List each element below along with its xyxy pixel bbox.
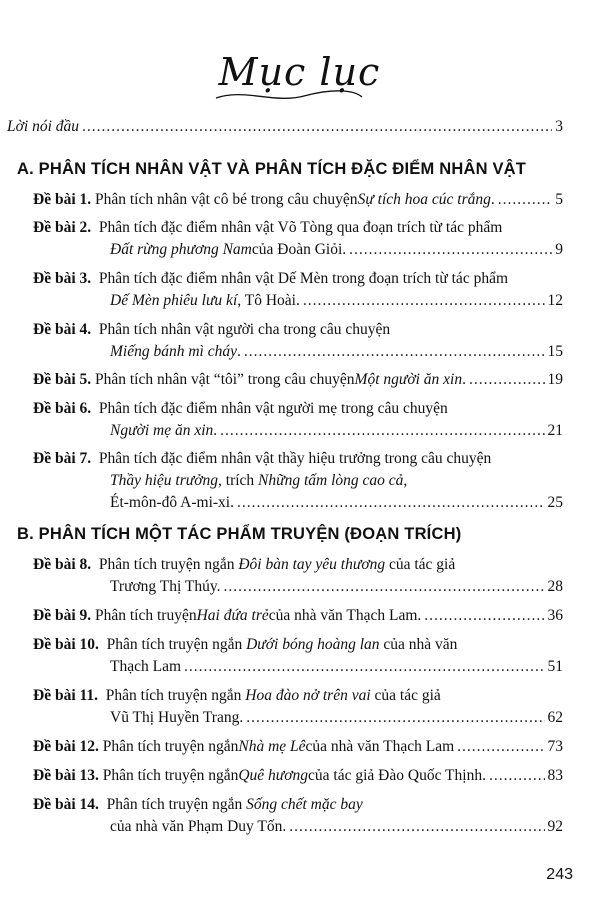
entry-label: Đề bài 1. [33,191,92,208]
toc-entry-7-cont2[interactable]: Ét-môn-đô A-mi-xi. ..... 25 [110,494,563,512]
dot-leader [246,709,544,727]
entry-label: Đề bài 6. [33,400,92,417]
toc-entry-2-cont[interactable]: Đất rừng phương Nam của Đoàn Giỏi. ..... 9 [110,241,563,259]
toc-entry-10-cont[interactable]: Thạch Lam ..... 51 [110,658,563,676]
toc-entry-6[interactable]: Đề bài 6. Phân tích đặc điểm nhân vật người mẹ trong câu chuyện [33,400,448,417]
entry-label: Đề bài 4. [33,321,92,338]
toc-entry-8[interactable]: Đề bài 8. Phân tích truyện ngắn Đôi bàn tay yêu thương của tác giả [33,556,456,573]
entry-label: Đề bài 2. [33,219,92,236]
page-ref: 25 [547,494,563,511]
page-title: Mục lục [0,50,599,94]
toc-entry-3[interactable]: Đề bài 3. Phân tích đặc điểm nhân vật Dế Mèn trong đoạn trích từ tác phẩm [33,270,509,287]
toc-entry-9[interactable]: Đề bài 9. Phân tích truyện Hai đứa trẻ của nhà văn Thạch Lam. ..... 36 [33,607,563,625]
entry-label: Đề bài 7. [33,450,92,467]
toc-entry-7[interactable]: Đề bài 7. Phân tích đặc điểm nhân vật thầy hiệu trưởng trong câu chuyện [33,450,492,467]
toc-entry-1[interactable]: Đề bài 1. Phân tích nhân vật cô bé trong câu chuyện Sự tích hoa cúc trắng . ..... 5 [33,191,563,209]
dot-leader [82,118,552,136]
dot-leader [184,658,544,676]
toc-entry-4-cont[interactable]: Miếng bánh mì cháy . ..... 15 [110,343,563,361]
entry-label: Đề bài 9. [33,607,92,624]
dot-leader [289,818,544,836]
dot-leader [237,494,545,512]
page-ref: 62 [547,709,563,726]
page-ref: 15 [547,343,563,360]
title-flourish [214,88,364,104]
toc-entry-2[interactable]: Đề bài 2. Phân tích đặc điểm nhân vật Võ Tòng qua đoạn trích từ tác phẩm [33,219,503,236]
page-ref: 5 [555,191,563,208]
toc-entry-13[interactable]: Đề bài 13. Phân tích truyện ngắn Quê hương của tác giả Đào Quốc Thịnh. ..... 83 [33,767,563,785]
dot-leader [489,767,545,785]
section-heading-b: B. PHÂN TÍCH MỘT TÁC PHẨM TRUYỆN (ĐOẠN TRÍCH) [17,525,462,543]
entry-label: Đề bài 3. [33,270,92,287]
dot-leader [223,578,544,596]
entry-label: Đề bài 8. [33,556,92,573]
dot-leader [457,738,544,756]
toc-entry-11[interactable]: Đề bài 11. Phân tích truyện ngắn Hoa đào nở trên vai của tác giả [33,687,441,704]
page-ref: 83 [547,767,563,784]
page-ref: 21 [547,422,563,439]
dot-leader [303,292,545,310]
toc-entry-5[interactable]: Đề bài 5. Phân tích nhân vật “tôi” trong câu chuyện Một người ăn xin . ..... 19 [33,371,563,389]
dot-leader [498,191,553,209]
entry-label: Đề bài 10. [33,636,99,653]
entry-label: Đề bài 13. [33,767,99,784]
toc-entry-12[interactable]: Đề bài 12. Phân tích truyện ngắn Nhà mẹ Lê của nhà văn Thạch Lam ..... 73 [33,738,563,756]
dot-leader [349,241,552,259]
toc-entry-8-cont[interactable]: Trương Thị Thúy. ..... 28 [110,578,563,596]
toc-entry-10[interactable]: Đề bài 10. Phân tích truyện ngắn Dưới bóng hoàng lan của nhà văn [33,636,458,653]
page-number: 243 [546,866,573,883]
page-ref: 28 [547,578,563,595]
dot-leader [220,422,544,440]
page-ref: 3 [555,118,563,135]
toc-entry-14-cont[interactable]: của nhà văn Phạm Duy Tốn. ..... 92 [110,818,563,836]
toc-entry-14[interactable]: Đề bài 14. Phân tích truyện ngắn Sống chết mặc bay [33,796,363,813]
dot-leader [244,343,545,361]
toc-entry-6-cont[interactable]: Người mẹ ăn xin . ..... 21 [110,422,563,440]
page-ref: 51 [547,658,563,675]
page-ref: 73 [547,738,563,755]
section-heading-a: A. PHÂN TÍCH NHÂN VẬT VÀ PHÂN TÍCH ĐẶC ĐIỂM NHÂN VẬT [17,160,527,178]
page-ref: 19 [547,371,563,388]
dot-leader [469,371,545,389]
toc-entry-3-cont[interactable]: Dế Mèn phiêu lưu kí , Tô Hoài. ..... 12 [110,292,563,310]
entry-label: Đề bài 12. [33,738,99,755]
entry-label: Đề bài 5. [33,371,92,388]
toc-entry-7-cont[interactable]: Thầy hiệu trưởng, trích Những tấm lòng cao cả, [110,472,408,489]
entry-label: Đề bài 11. [33,687,99,704]
dot-leader [424,607,544,625]
page-ref: 9 [555,241,563,258]
page-ref: 92 [547,818,563,835]
toc-intro[interactable] [7,118,563,136]
page-ref: 12 [547,292,563,309]
intro-label: Lời nói đầu [7,118,80,135]
entry-label: Đề bài 14. [33,796,99,813]
page-ref: 36 [547,607,563,624]
toc-entry-4[interactable]: Đề bài 4. Phân tích nhân vật người cha trong câu chuyện [33,321,391,338]
toc-entry-11-cont[interactable]: Vũ Thị Huyền Trang. ..... 62 [110,709,563,727]
